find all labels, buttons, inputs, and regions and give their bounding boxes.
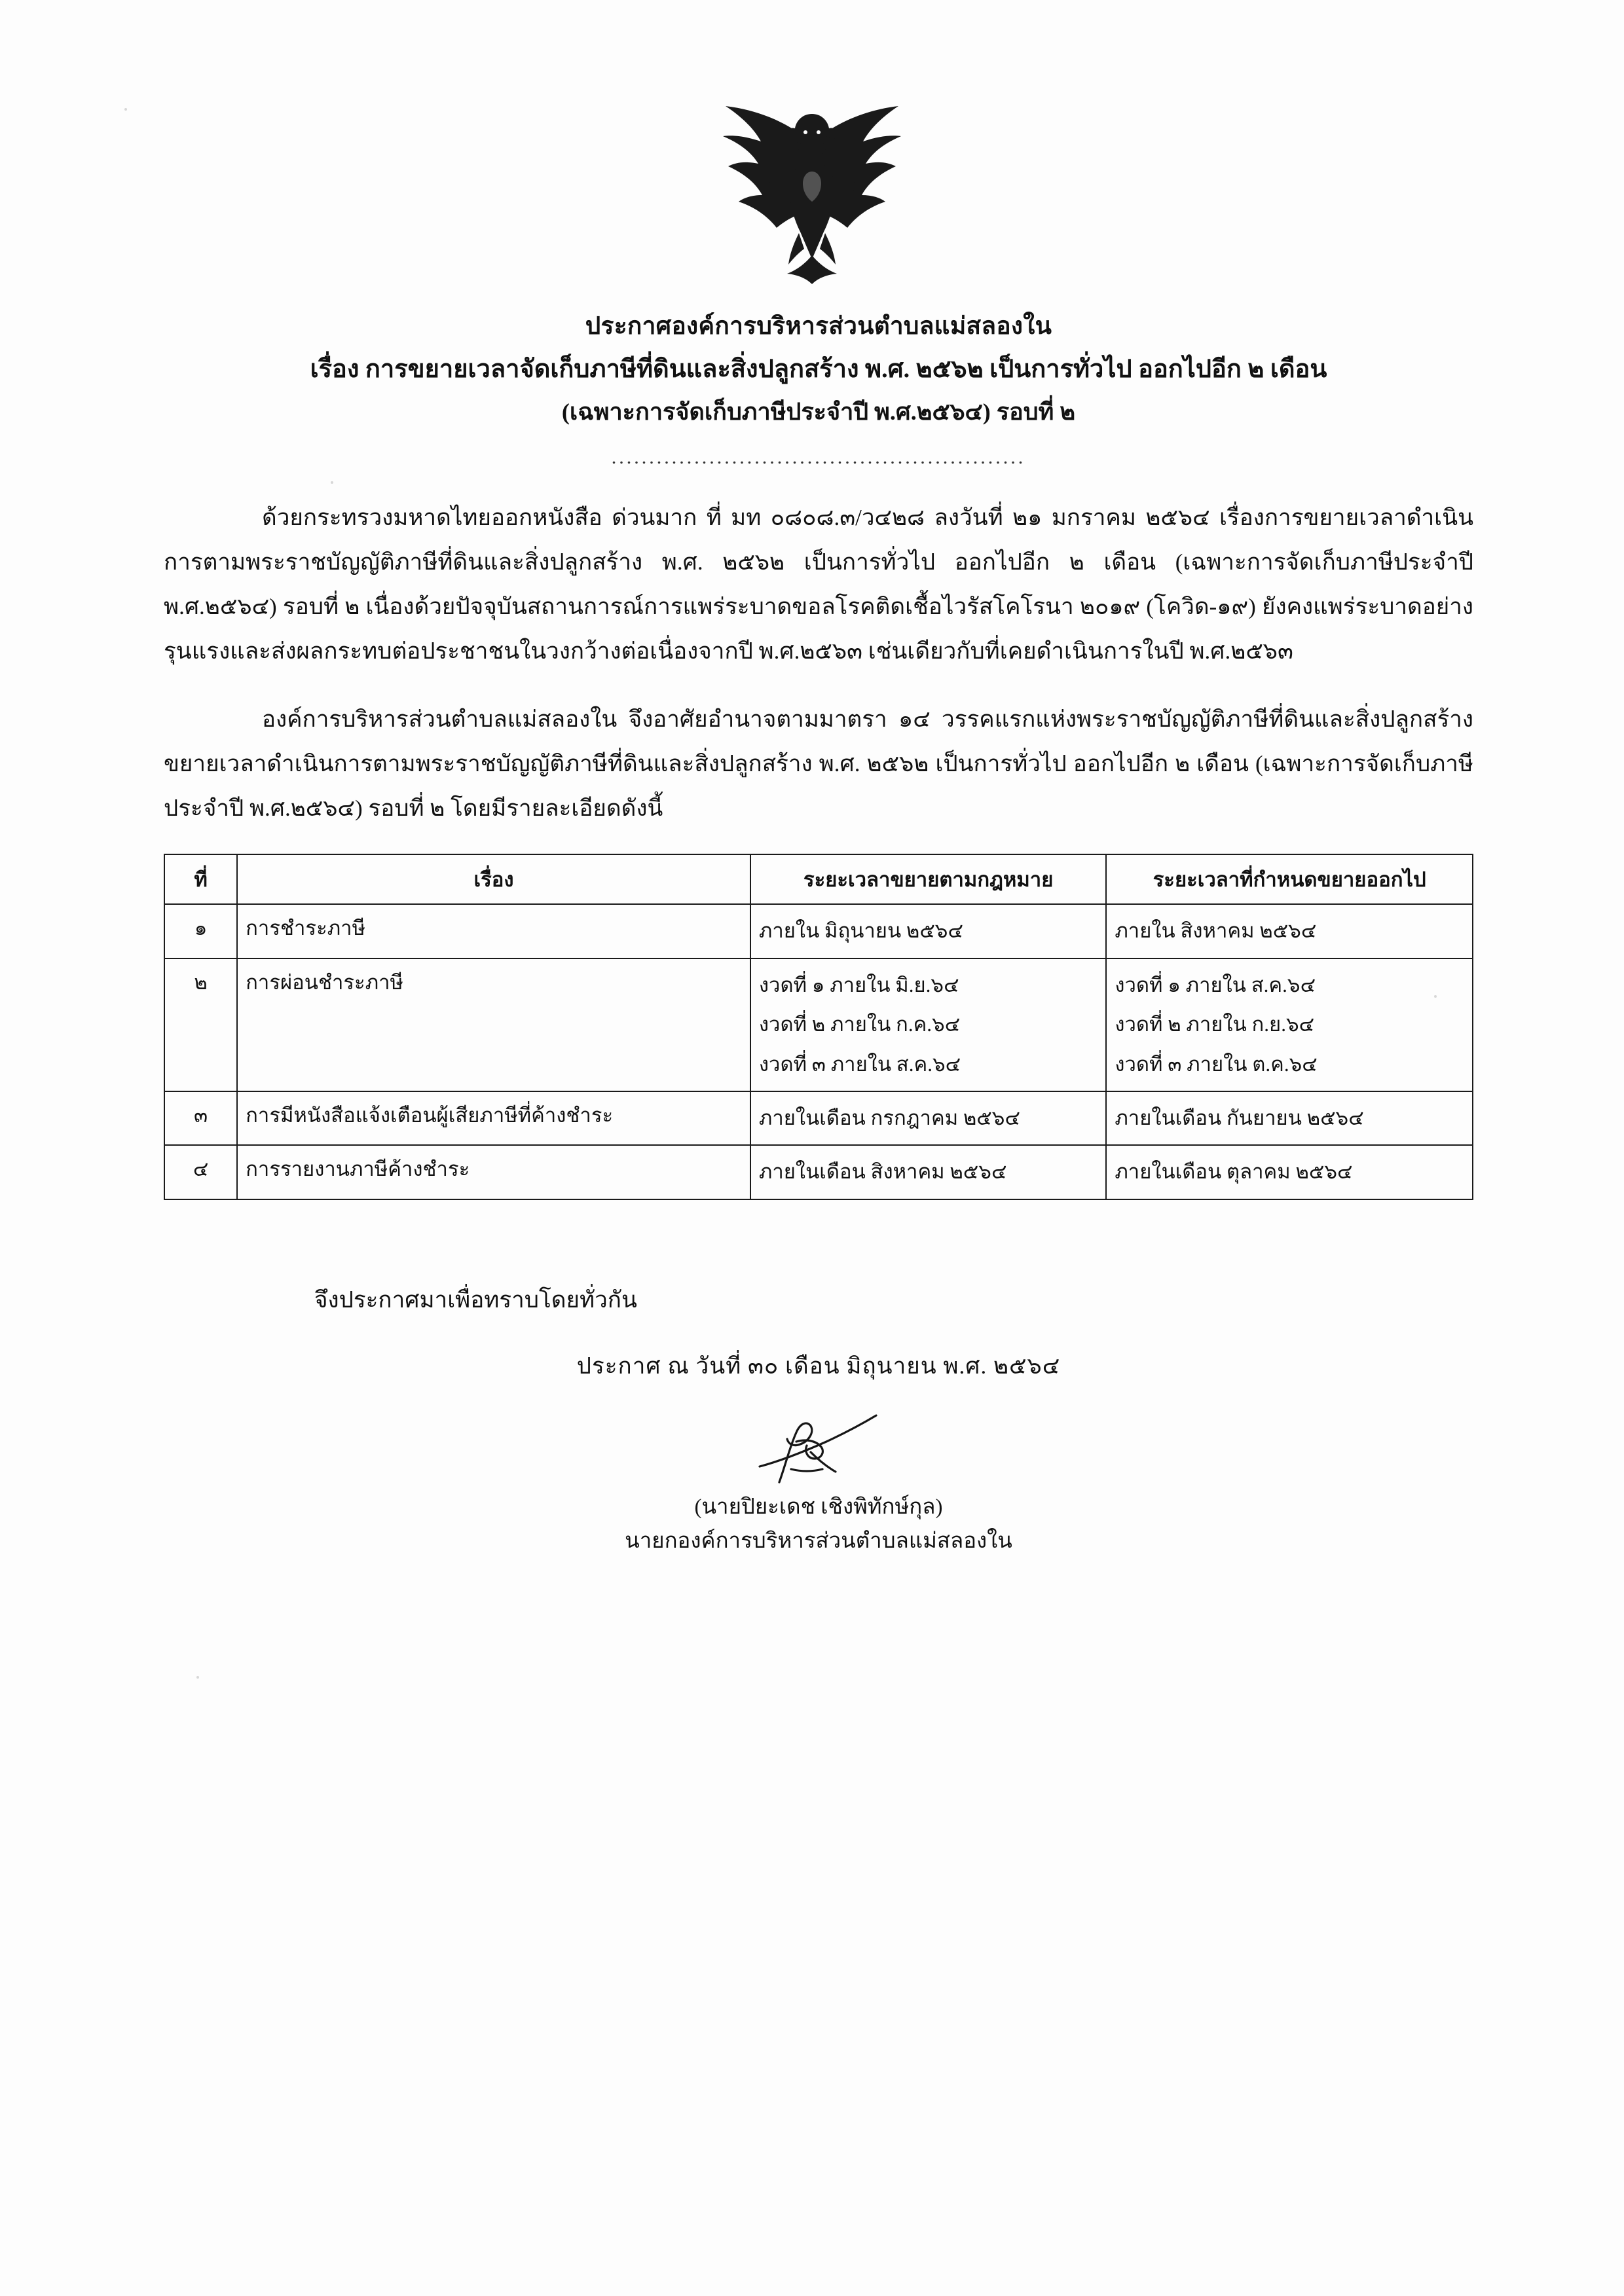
cell-line: ภายในเดือน กันยายน ๒๕๖๔ xyxy=(1115,1106,1364,1130)
closing-statement xyxy=(164,1279,1473,1322)
paragraph-1-text: ด้วยกระทรวงมหาดไทยออกหนังสือ ด่วนมาก ที่ มท ๐๘๐๘.๓/ว๔๒๘ ลงวันที่ ๒๑ มกราคม ๒๕๖๔ เรื่องการขยายเวลาดำเนินการตามพระราชบัญญัติภาษีที่ดินและสิ่งปลูกสร้าง พ.ศ. ๒๕๖๒ เป็นการทั่วไป ออกไปอีก ๒ เดือน (เฉพาะการจัดเก็บภาษีประจำปี พ.ศ.๒๕๖๔) รอบที่ ๒ เนื่องด้วยปัจจุบันสถานการณ์การแพร่ระบาดขอลโรคติดเชื้อไวรัสโคโรนา ๒๐๑๙ (โควิด-๑๙) ยังคงแพร่ระบาดอย่างรุนแรงและส่งผลกระทบต่อประชาชนในวงกว้างต่อเนื่องจากปี พ.ศ.๒๕๖๓ เช่นเดียวกับที่เคยดำเนินการในปี พ.ศ.๒๕๖๓ xyxy=(164,504,1473,665)
cell-line: ภายในเดือน ตุลาคม ๒๕๖๔ xyxy=(1115,1160,1353,1184)
announcement-title-block xyxy=(164,308,1473,473)
signer-name: (นายปิยะเดช เชิงพิทักษ์กุล) xyxy=(694,1495,943,1520)
cell-line: งวดที่ ๑ ภายใน มิ.ย.๖๔ xyxy=(758,973,959,996)
cell-legal-period xyxy=(750,958,1106,1091)
cell-line: ภายในเดือน สิงหาคม ๒๕๖๔ xyxy=(758,1160,1007,1184)
document-body xyxy=(164,308,1473,1554)
cell-line: งวดที่ ๓ ภายใน ส.ค.๖๔ xyxy=(758,1052,961,1076)
cell-line: งวดที่ ๓ ภายใน ต.ค.๖๔ xyxy=(1115,1052,1318,1076)
emblem-container xyxy=(0,98,1624,288)
cell-topic: การผ่อนชำระภาษี xyxy=(237,958,750,1091)
title-line-1: ประกาศองค์การบริหารส่วนตำบลแม่สลองใน xyxy=(585,313,1052,340)
cell-legal-period xyxy=(750,904,1106,958)
handwritten-signature xyxy=(681,1404,956,1502)
cell-extended-period xyxy=(1106,958,1473,1091)
date-line: ประกาศ ณ วันที่ ๓๐ เดือน มิถุนายน พ.ศ. ๒๕๖๔ xyxy=(576,1353,1061,1379)
cell-line: งวดที่ ๑ ภายใน ส.ค.๖๔ xyxy=(1115,973,1316,996)
cell-topic: การมีหนังสือแจ้งเตือนผู้เสียภาษีที่ค้างชำระ xyxy=(237,1091,750,1145)
cell-line: ภายใน สิงหาคม ๒๕๖๔ xyxy=(1115,919,1317,943)
cell-extended-period xyxy=(1106,1145,1473,1199)
table-header-topic: เรื่อง xyxy=(237,854,750,904)
paragraph-2-text: องค์การบริหารส่วนตำบลแม่สลองใน จึงอาศัยอำนาจตามมาตรา ๑๔ วรรคแรกแห่งพระราชบัญญัติภาษีที่ดินและสิ่งปลูกสร้าง ขยายเวลาดำเนินการตามพระราชบัญญัติภาษีที่ดินและสิ่งปลูกสร้าง พ.ศ. ๒๕๖๒ เป็นการทั่วไป ออกไปอีก ๒ เดือน (เฉพาะการจัดเก็บภาษีประจำปี พ.ศ.๒๕๖๔) รอบที่ ๒ โดยมีรายละเอียดดังนี้ xyxy=(164,706,1473,822)
table-row xyxy=(164,904,1473,958)
cell-line: งวดที่ ๒ ภายใน ก.ย.๖๔ xyxy=(1115,1013,1315,1036)
cell-topic: การชำระภาษี xyxy=(237,904,750,958)
signer-position: นายกองค์การบริหารส่วนตำบลแม่สลองใน xyxy=(625,1529,1012,1554)
garuda-emblem xyxy=(714,98,910,288)
table-row xyxy=(164,1145,1473,1199)
table-header-legal-period: ระยะเวลาขยายตามกฎหมาย xyxy=(750,854,1106,904)
cell-extended-period xyxy=(1106,904,1473,958)
cell-line: ภายใน มิถุนายน ๒๕๖๔ xyxy=(758,919,963,943)
paragraph-2 xyxy=(164,697,1473,831)
closing-text: จึงประกาศมาเพื่อทราบโดยทั่วกัน xyxy=(314,1286,637,1313)
cell-no: ๒ xyxy=(164,958,237,1091)
table-header-extended-period: ระยะเวลาที่กำหนดขยายออกไป xyxy=(1106,854,1473,904)
cell-topic: การรายงานภาษีค้างชำระ xyxy=(237,1145,750,1199)
cell-line: งวดที่ ๒ ภายใน ก.ค.๖๔ xyxy=(758,1013,961,1036)
title-line-3: (เฉพาะการจัดเก็บภาษีประจำปี พ.ศ.๒๕๖๔) รอบที่ ๒ xyxy=(561,399,1076,426)
dotted-separator: ....................................................... xyxy=(611,446,1026,469)
table-header-row xyxy=(164,854,1473,904)
schedule-table xyxy=(164,854,1473,1200)
cell-no: ๓ xyxy=(164,1091,237,1145)
scan-speck xyxy=(196,1676,199,1679)
title-line-2: เรื่อง การขยายเวลาจัดเก็บภาษีที่ดินและสิ่งปลูกสร้าง พ.ศ. ๒๕๖๒ เป็นการทั่วไป ออกไปอีก ๒ เดือน xyxy=(310,355,1327,384)
table-row xyxy=(164,1091,1473,1145)
cell-extended-period xyxy=(1106,1091,1473,1145)
cell-no: ๑ xyxy=(164,904,237,958)
cell-no: ๔ xyxy=(164,1145,237,1199)
cell-line: ภายในเดือน กรกฎาคม ๒๕๖๔ xyxy=(758,1106,1020,1130)
cell-legal-period xyxy=(750,1145,1106,1199)
signature-block xyxy=(164,1404,1473,1554)
cell-legal-period xyxy=(750,1091,1106,1145)
table-header-no: ที่ xyxy=(164,854,237,904)
table-row xyxy=(164,958,1473,1091)
paragraph-1 xyxy=(164,496,1473,674)
